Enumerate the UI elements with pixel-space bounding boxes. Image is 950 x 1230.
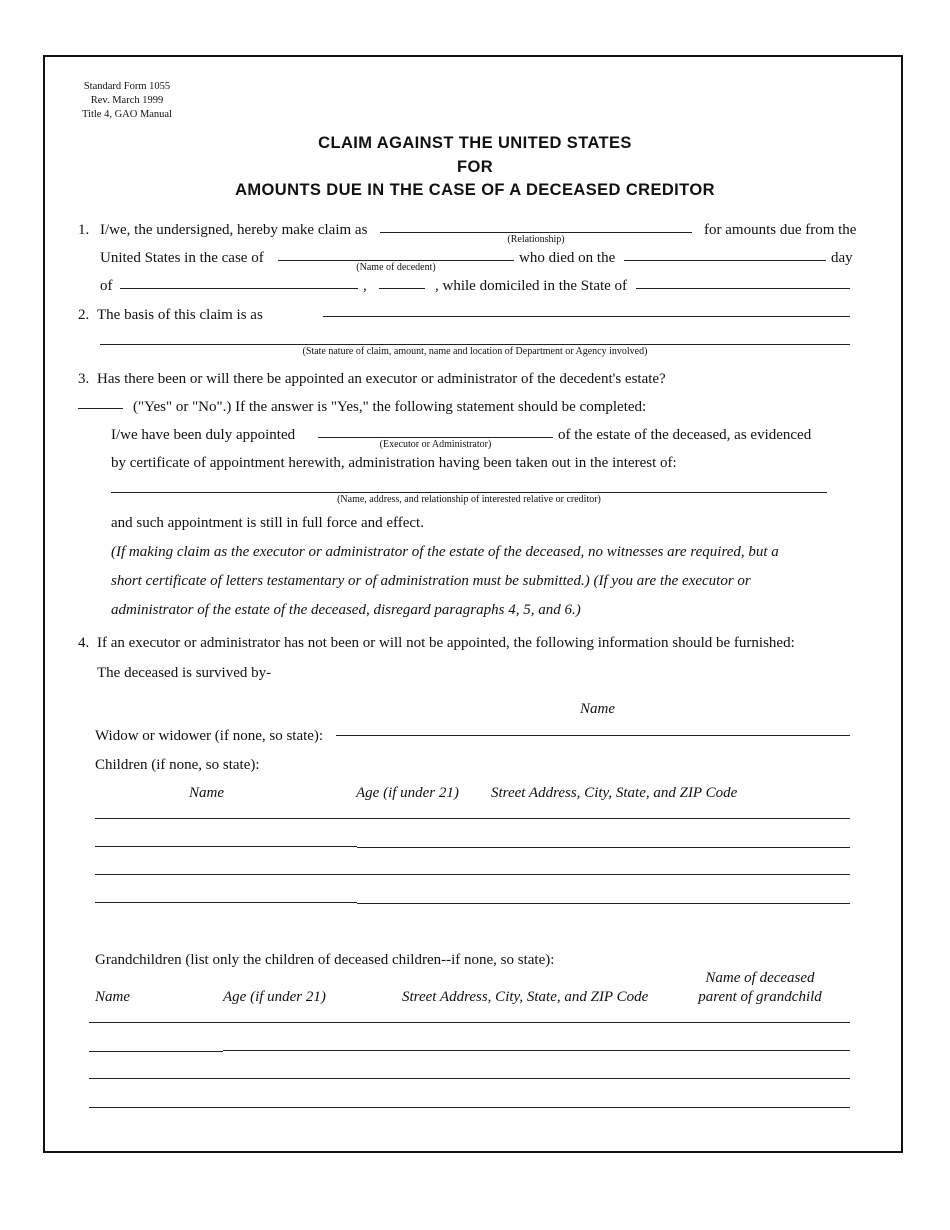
decedent-name-field[interactable]	[278, 260, 514, 261]
item4-survived: The deceased is survived by-	[97, 665, 272, 681]
children-col-name: Name	[189, 785, 224, 801]
item3-yes-no-text: ("Yes" or "No".) If the answer is "Yes," the following statement should be completed:	[133, 399, 647, 415]
grand-col-parent-1: Name of deceased	[705, 970, 815, 986]
item3-appointed: I/we have been duly appointed	[111, 427, 296, 443]
grandchildren-row-3[interactable]	[89, 1078, 850, 1079]
item3-number: 3.	[78, 371, 90, 387]
executor-caption: (Executor or Administrator)	[379, 439, 492, 450]
death-year-field[interactable]	[379, 288, 425, 289]
item1-text-amounts: for amounts due from the	[704, 222, 857, 238]
item1-text-case: United States in the case of	[100, 250, 264, 266]
relationship-caption: (Relationship)	[507, 234, 565, 245]
death-month-field[interactable]	[120, 288, 358, 289]
grandchildren-row-1[interactable]	[89, 1022, 850, 1023]
item1-text-claim: I/we, the undersigned, hereby make claim as	[100, 222, 368, 238]
grand-col-name: Name	[95, 989, 130, 1005]
item3-note-1: (If making claim as the executor or administrator of the estate of the deceased, no witnesses are required, but a	[111, 544, 779, 560]
grand-col-age: Age (if under 21)	[223, 989, 326, 1005]
item4-number: 4.	[78, 635, 90, 651]
children-label: Children (if none, so state):	[95, 757, 260, 773]
widow-name-field[interactable]	[336, 735, 850, 736]
grandchildren-label: Grandchildren (list only the children of deceased children--if none, so state):	[95, 952, 555, 968]
children-col-address: Street Address, City, State, and ZIP Code	[491, 785, 738, 801]
item3-in-force: and such appointment is still in full force and effect.	[111, 515, 424, 531]
item3-note-3: administrator of the estate of the deceased, disregard paragraphs 4, 5, and 6.)	[111, 602, 581, 618]
children-col-age: Age (if under 21)	[356, 785, 459, 801]
item2-text: The basis of this claim is as	[97, 307, 263, 323]
item4-text: If an executor or administrator has not been or will not be appointed, the following information should be furnished:	[97, 635, 795, 651]
item1-text-domiciled: , while domiciled in the State of	[435, 278, 628, 294]
children-row-4-details[interactable]	[357, 903, 850, 904]
grandchildren-row-2-details[interactable]	[223, 1050, 850, 1051]
death-day-field[interactable]	[624, 260, 826, 261]
item1-text-died: who died on the	[519, 250, 616, 266]
interested-party-caption: (Name, address, and relationship of interested relative or creditor)	[337, 494, 601, 505]
grandchildren-row-4[interactable]	[89, 1107, 850, 1108]
relationship-field[interactable]	[380, 232, 692, 233]
claim-basis-field-2[interactable]	[100, 344, 850, 345]
children-row-2-name[interactable]	[95, 846, 357, 847]
item1-number: 1.	[78, 222, 90, 238]
item2-number: 2.	[78, 307, 90, 323]
title-line-2: FOR	[456, 158, 494, 176]
item3-certificate-text: by certificate of appointment herewith, administration having been taken out in the interest of:	[111, 455, 677, 471]
item1-text-of: of	[100, 278, 113, 294]
children-row-2-details[interactable]	[357, 847, 850, 848]
children-row-4-name[interactable]	[95, 902, 357, 903]
grand-col-parent-2: parent of grandchild	[698, 989, 822, 1005]
title-line-1: CLAIM AGAINST THE UNITED STATES	[318, 134, 632, 152]
form-id	[72, 80, 182, 122]
children-row-3[interactable]	[95, 874, 850, 875]
form-number: Standard Form 1055	[83, 81, 171, 92]
state-field[interactable]	[636, 288, 850, 289]
grand-col-address: Street Address, City, State, and ZIP Code	[402, 989, 649, 1005]
interested-party-field[interactable]	[111, 492, 827, 493]
decedent-caption: (Name of decedent)	[356, 262, 436, 273]
item3-estate-text: of the estate of the deceased, as evidenced	[558, 427, 812, 443]
item1-comma: ,	[363, 278, 367, 294]
item3-question: Has there been or will there be appointed an executor or administrator of the decedent's estate?	[97, 371, 666, 387]
item1-text-day: day	[831, 250, 853, 266]
form-manual: Title 4, GAO Manual	[81, 109, 173, 120]
item3-note-2: short certificate of letters testamentary or of administration must be submitted.) (If you are the executor or	[111, 573, 751, 589]
widow-label: Widow or widower (if none, so state):	[95, 728, 324, 744]
form-revision: Rev. March 1999	[90, 95, 164, 106]
claim-basis-caption: (State nature of claim, amount, name and location of Department or Agency involved)	[302, 346, 648, 357]
widow-name-header: Name	[580, 701, 615, 717]
grandchildren-row-2-name[interactable]	[89, 1051, 223, 1052]
executor-administrator-field[interactable]	[318, 437, 553, 438]
children-row-1[interactable]	[95, 818, 850, 819]
claim-basis-field-1[interactable]	[323, 316, 850, 317]
yes-no-field[interactable]	[78, 408, 123, 409]
title-line-3: AMOUNTS DUE IN THE CASE OF A DECEASED CREDITOR	[235, 181, 715, 199]
